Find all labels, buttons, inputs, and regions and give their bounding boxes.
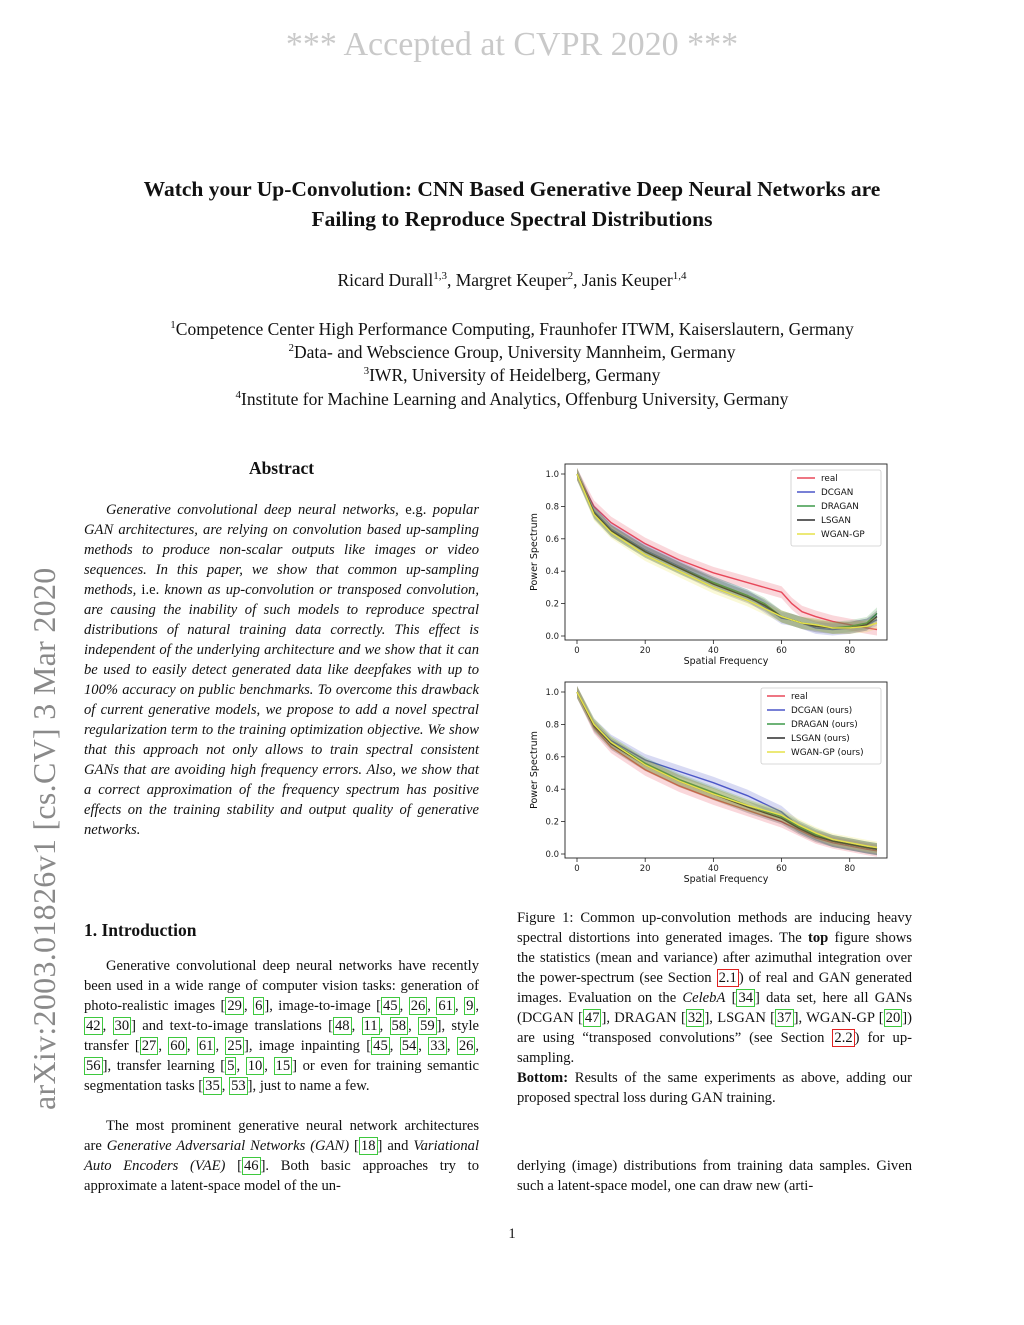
x-tick-label: 40 (707, 864, 719, 874)
body-text: [ (349, 1138, 359, 1154)
body-text: Generative Adversarial Networks (GAN) (106, 1138, 350, 1154)
citation-link[interactable]: 53 (231, 1078, 246, 1094)
citation-link[interactable]: 5 (227, 1058, 235, 1074)
body-text: [ (225, 1158, 242, 1174)
caption-text: Figure 1: Common up-convolution methods are inducing heavy spectral distortions into generated images. The (517, 910, 912, 946)
affiliation-sup: 2 (288, 342, 295, 355)
citation-link[interactable]: 56 (86, 1058, 101, 1074)
affiliation-text: Data- and Webscience Group, University Mannheim, Germany (294, 342, 736, 363)
body-text: ], image inpainting [ (244, 1038, 372, 1054)
x-tick-label: 20 (639, 864, 651, 874)
y-tick-label: 0.2 (545, 599, 559, 610)
y-tick-label: 0.0 (545, 632, 559, 642)
legend-label: WGAN-GP (ours) (791, 748, 864, 758)
caption-text: ], LSGAN [ (704, 1010, 776, 1026)
body-text: ] or even for training semantic segmentation tasks [ (84, 1058, 479, 1094)
y-axis-label: Power Spectrum (529, 513, 540, 591)
caption-text: Results of the same experiments as above, adding our proposed spectral loss during GAN training. (517, 1070, 912, 1106)
y-tick-label: 0.4 (545, 785, 559, 796)
citation-list (225, 997, 264, 1015)
x-tick-label: 0 (574, 864, 580, 874)
citation-separator: , (427, 998, 437, 1014)
y-tick-label: 0.6 (545, 534, 559, 545)
y-tick-label: 0.8 (545, 502, 559, 513)
citation-separator: , (236, 1058, 246, 1074)
x-tick-label: 60 (776, 646, 787, 656)
x-tick-label: 80 (844, 646, 856, 656)
caption-text: [ (725, 990, 737, 1006)
caption-text: top (807, 930, 829, 946)
citation-separator: , (186, 1038, 197, 1054)
citation-separator: , (408, 1018, 419, 1034)
body-text: Generative convolutional deep neural networks have recently been used in a wide range of computer vision tasks: generation of photo-realistic images [ (84, 958, 479, 1014)
citation-link[interactable]: 35 (205, 1078, 220, 1094)
affiliation-sup: 3 (363, 365, 370, 378)
citation-link[interactable]: 30 (114, 1018, 130, 1034)
affiliation-sup: 1 (170, 319, 176, 332)
citation-separator: , (454, 998, 465, 1014)
citation-separator: , (221, 1078, 230, 1094)
citation-link[interactable]: 26 (458, 1038, 474, 1054)
author-sup: 1,3 (433, 270, 447, 283)
y-axis-label: Power Spectrum (529, 731, 540, 809)
citation-separator: , (446, 1038, 457, 1054)
citation-link[interactable]: 10 (247, 1058, 263, 1074)
citation-link[interactable]: 18 (360, 1138, 376, 1154)
citation-link[interactable]: 25 (227, 1038, 243, 1054)
citation-separator: , (418, 1038, 429, 1054)
citation-link[interactable]: 42 (86, 1018, 101, 1034)
introduction-heading: 1. Introduction (84, 920, 197, 940)
abstract-text: popular GAN architectures, are relying on convolution based up-sampling methods to produce non-scalar outputs like images or video sequences. In this paper, we show that common up-sampling methods, (84, 502, 479, 598)
affiliation-text: Institute for Machine Learning and Analytics, Offenburg University, Germany (241, 388, 789, 409)
citation-list (333, 1017, 437, 1035)
body-text: ]. Both basic approaches try to approximate a latent-space model of the un- (84, 1158, 480, 1194)
y-tick-label: 0.2 (545, 817, 559, 828)
abstract-text: known as up-convolution or transposed convolution, are causing the inability of such models to reproduce spectral distributions of natural training data correctly. This effect is independent of the underlying architecture and we show that it can be used to easily detect generated data like deepfakes with up to 100% accuracy on public benchmarks. To overcome this drawback of current generative models, we propose to add a novel spectral regularization term to the training optimization objective. We show that this approach not only allows to train spectral consistent GANs that are avoiding high frequency errors. Also, we show that a correct approximation of the frequency spectrum has positive effects on the training stability and output quality of generative networks. (84, 582, 479, 838)
affiliation-text: Competence Center High Performance Computing, Fraunhofer ITWM, Kaiserslautern, Germany (175, 319, 854, 339)
affiliation-sup: 4 (235, 388, 242, 401)
figure-caption (517, 908, 912, 1108)
citation-link[interactable]: 37 (777, 1010, 792, 1026)
x-tick-label: 60 (776, 864, 787, 874)
title-line-2: Failing to Reproduce Spectral Distributions (311, 207, 713, 231)
abstract-heading: Abstract (248, 458, 315, 478)
citation-separator: , (389, 1038, 400, 1054)
citation-list (225, 1057, 292, 1075)
x-tick-label: 20 (639, 646, 651, 656)
power-spectrum-chart-bottom (515, 674, 895, 892)
legend-label: real (821, 474, 838, 484)
y-tick-label: 0.0 (545, 850, 559, 860)
acceptance-banner: *** Accepted at CVPR 2020 *** (285, 26, 739, 63)
citation-link[interactable]: 20 (885, 1010, 901, 1026)
citation-separator: , (399, 998, 409, 1014)
right-column-text: derlying (image) distributions from training data samples. Given such a latent-space model, one can draw new (arti- (517, 1158, 912, 1194)
arxiv-identifier: arXiv:2003.01826v1 [cs.CV] 3 Mar 2020 (26, 567, 62, 1110)
citation-link[interactable]: 9 (466, 998, 474, 1014)
citation-separator: , (379, 1018, 390, 1034)
citation-link[interactable]: 48 (334, 1018, 350, 1034)
caption-text: ], WGAN-GP [ (793, 1010, 884, 1026)
power-spectrum-chart-top (515, 456, 895, 674)
x-axis-label: Spatial Frequency (683, 656, 769, 667)
citation-separator: , (351, 1018, 362, 1034)
citation-separator: , (215, 1038, 226, 1054)
citation-link[interactable]: 61 (198, 1038, 214, 1054)
citation-separator: , (158, 1038, 169, 1054)
affiliation (0, 341, 1024, 364)
caption-text: ) of real and GAN generated images. Evaluation on the (517, 970, 913, 1006)
affiliation (0, 364, 1024, 387)
legend-label: DCGAN (821, 488, 854, 498)
body-text: ], image-to-image [ (264, 998, 381, 1014)
section-link[interactable]: 2.2 (834, 1030, 853, 1046)
author: Ricard Durall (337, 270, 434, 290)
author-list: Ricard Durall$^{1,3}$, Margret Keuper$^2$, Janis Keuper$^{1,4}$ (337, 270, 687, 290)
citation-link[interactable]: 45 (373, 1038, 388, 1054)
citation-separator: , (243, 998, 254, 1014)
citation-link[interactable]: 29 (227, 998, 242, 1014)
citation-link[interactable]: 32 (687, 1010, 703, 1026)
x-tick-label: 0 (574, 646, 580, 656)
body-text: Variational Auto Encoders (VAE) (84, 1138, 480, 1174)
intro-paragraph-1 (84, 956, 479, 1096)
citation-separator: , (102, 1018, 113, 1034)
citation-link[interactable]: 61 (438, 998, 453, 1014)
caption-text: ] data set, here all GANs (DCGAN [ (517, 990, 913, 1026)
author: Janis Keuper (581, 270, 673, 290)
legend-label: LSGAN (821, 516, 851, 526)
title-line-1: Watch your Up-Convolution: CNN Based Generative Deep Neural Networks are (143, 177, 881, 201)
citation-separator: , (264, 1058, 274, 1074)
citation-link[interactable]: 58 (391, 1018, 407, 1034)
x-axis-label: Spatial Frequency (683, 874, 769, 885)
author-sup: 2 (567, 270, 574, 283)
citation-link[interactable]: 45 (383, 998, 398, 1014)
citation-link[interactable]: 11 (363, 1018, 378, 1034)
x-tick-label: 80 (844, 864, 856, 874)
citation-link[interactable]: 34 (738, 990, 754, 1006)
caption-text: ], DRAGAN [ (601, 1010, 686, 1026)
y-tick-label: 1.0 (545, 688, 559, 698)
body-text: ], transfer learning [ (102, 1058, 226, 1074)
paper-title (60, 174, 964, 234)
citation-list (140, 1037, 244, 1055)
caption-text: ) for up-sampling. (517, 1030, 912, 1066)
citation-separator: , (475, 998, 480, 1014)
y-tick-label: 0.6 (545, 752, 559, 763)
citation-link[interactable]: 26 (410, 998, 426, 1014)
citation-link[interactable]: 33 (430, 1038, 445, 1054)
citation-link[interactable]: 15 (275, 1058, 291, 1074)
abstract-text: e.g. (398, 502, 433, 518)
citation-link[interactable]: 60 (170, 1038, 185, 1054)
caption-text: ]) are using “transposed convolutions” (see Section (517, 1010, 912, 1046)
caption-text: figure shows the statistics (mean and variance) after azimuthal integration over the power-spectrum (see Section (517, 930, 912, 986)
legend-label: WGAN-GP (821, 530, 865, 540)
page-number: 1 (508, 1226, 516, 1242)
body-text: ], style transfer [ (84, 1018, 479, 1054)
author: Margret Keuper (455, 270, 568, 290)
citation-link[interactable]: 59 (420, 1018, 435, 1034)
citation-link[interactable]: 46 (243, 1158, 259, 1174)
body-text: ], just to name a few. (247, 1078, 370, 1094)
affiliation (0, 388, 1024, 411)
legend-label: LSGAN (ours) (791, 734, 850, 744)
x-tick-label: 40 (707, 646, 719, 656)
abstract-text: i.e. (136, 582, 165, 598)
body-text: ] and (377, 1138, 414, 1154)
citation-link[interactable]: 6 (255, 998, 263, 1014)
caption-text: CelebA (682, 990, 726, 1006)
citation-link[interactable]: 27 (141, 1038, 157, 1054)
affiliation (0, 318, 1024, 341)
author-sup: 1,4 (672, 270, 687, 283)
citation-list (203, 1077, 247, 1095)
section-link[interactable]: 2.1 (718, 970, 737, 986)
arxiv-sidebar (0, 0, 60, 1325)
affiliation-text: IWR, University of Heidelberg, Germany (369, 365, 661, 386)
citation-separator: , (475, 1038, 480, 1054)
legend-label: DRAGAN (ours) (791, 720, 858, 730)
y-tick-label: 0.8 (545, 720, 559, 731)
body-text: The most prominent generative neural network architectures are (84, 1118, 479, 1154)
caption-text: Bottom: (517, 1070, 569, 1086)
citation-link[interactable]: 54 (401, 1038, 417, 1054)
legend-label: real (791, 692, 808, 702)
abstract-text: Generative convolutional deep neural networks, (106, 502, 399, 518)
abstract-body (84, 500, 479, 840)
citation-link[interactable]: 47 (584, 1010, 600, 1026)
legend-label: DRAGAN (821, 502, 859, 512)
y-tick-label: 1.0 (545, 470, 559, 480)
affiliation-list (0, 318, 1024, 411)
y-tick-label: 0.4 (545, 567, 559, 578)
body-text: ] and text-to-image translations [ (131, 1018, 333, 1034)
intro-paragraph-2 (84, 1116, 479, 1196)
legend-label: DCGAN (ours) (791, 706, 853, 716)
